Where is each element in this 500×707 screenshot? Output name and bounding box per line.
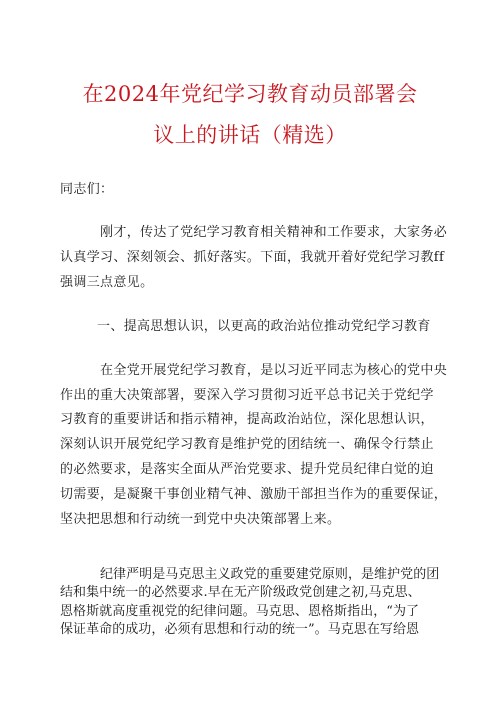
- paragraph-line: 坚决把思想和行动统一到党中央决策部署上来。: [60, 512, 341, 527]
- document-title-line-2: 议上的讲话（精选）: [153, 123, 347, 147]
- paragraph-line: 习教育的重要讲话和指示精神，提高政治站位，深化思想认识，: [60, 412, 434, 427]
- paragraph-line: 恩格斯就高度重视党的纪律问题。马克思、恩格斯指出，“为了: [60, 604, 420, 619]
- paragraph-line: 作出的重大决策部署，要深入学习贯彻习近平总书记关于党纪学: [60, 388, 434, 403]
- document-title-line-1: 在2024年党纪学习教育动员部署会: [82, 82, 418, 106]
- paragraph-line: 认真学习、深刻领会、抓好落实。下面，我就开着好党纪学习教ff: [60, 250, 445, 265]
- paragraph-line: 的必然要求，是落实全面从严治党要求、提升党员纪律白觉的迫: [60, 462, 434, 477]
- paragraph-line: 强调三点意见。: [60, 275, 154, 290]
- paragraph-line: 在全党开展党纪学习教育，是以习近平同志为核心的党中央: [100, 363, 448, 378]
- paragraph-line: 纪律严明是马克思主义政党的重要建党原则，是维护党的团: [100, 567, 440, 582]
- paragraph-line: 结和集中统一的必然要求.早在无产阶级政党创建之初,马克思、: [60, 585, 421, 600]
- paragraph-line: 深刻认识开展党纪学习教育是维护党的团结统一、确保令行禁止: [60, 437, 434, 452]
- paragraph-line: 保证革命的成功，必须有思想和行动的统一”。马克思在写给恩: [60, 622, 420, 637]
- paragraph-line: 刚才，传达了党纪学习教育相关精神和工作要求，大家务必: [100, 225, 448, 240]
- salutation: 同志们：: [60, 182, 114, 197]
- section-heading-1: 一、提高思想认识，以更高的政治站位推动党纪学习教育: [97, 319, 431, 334]
- paragraph-line: 切需要，是凝聚干事创业精气神、激励干部担当作为的重要保证，: [60, 487, 448, 502]
